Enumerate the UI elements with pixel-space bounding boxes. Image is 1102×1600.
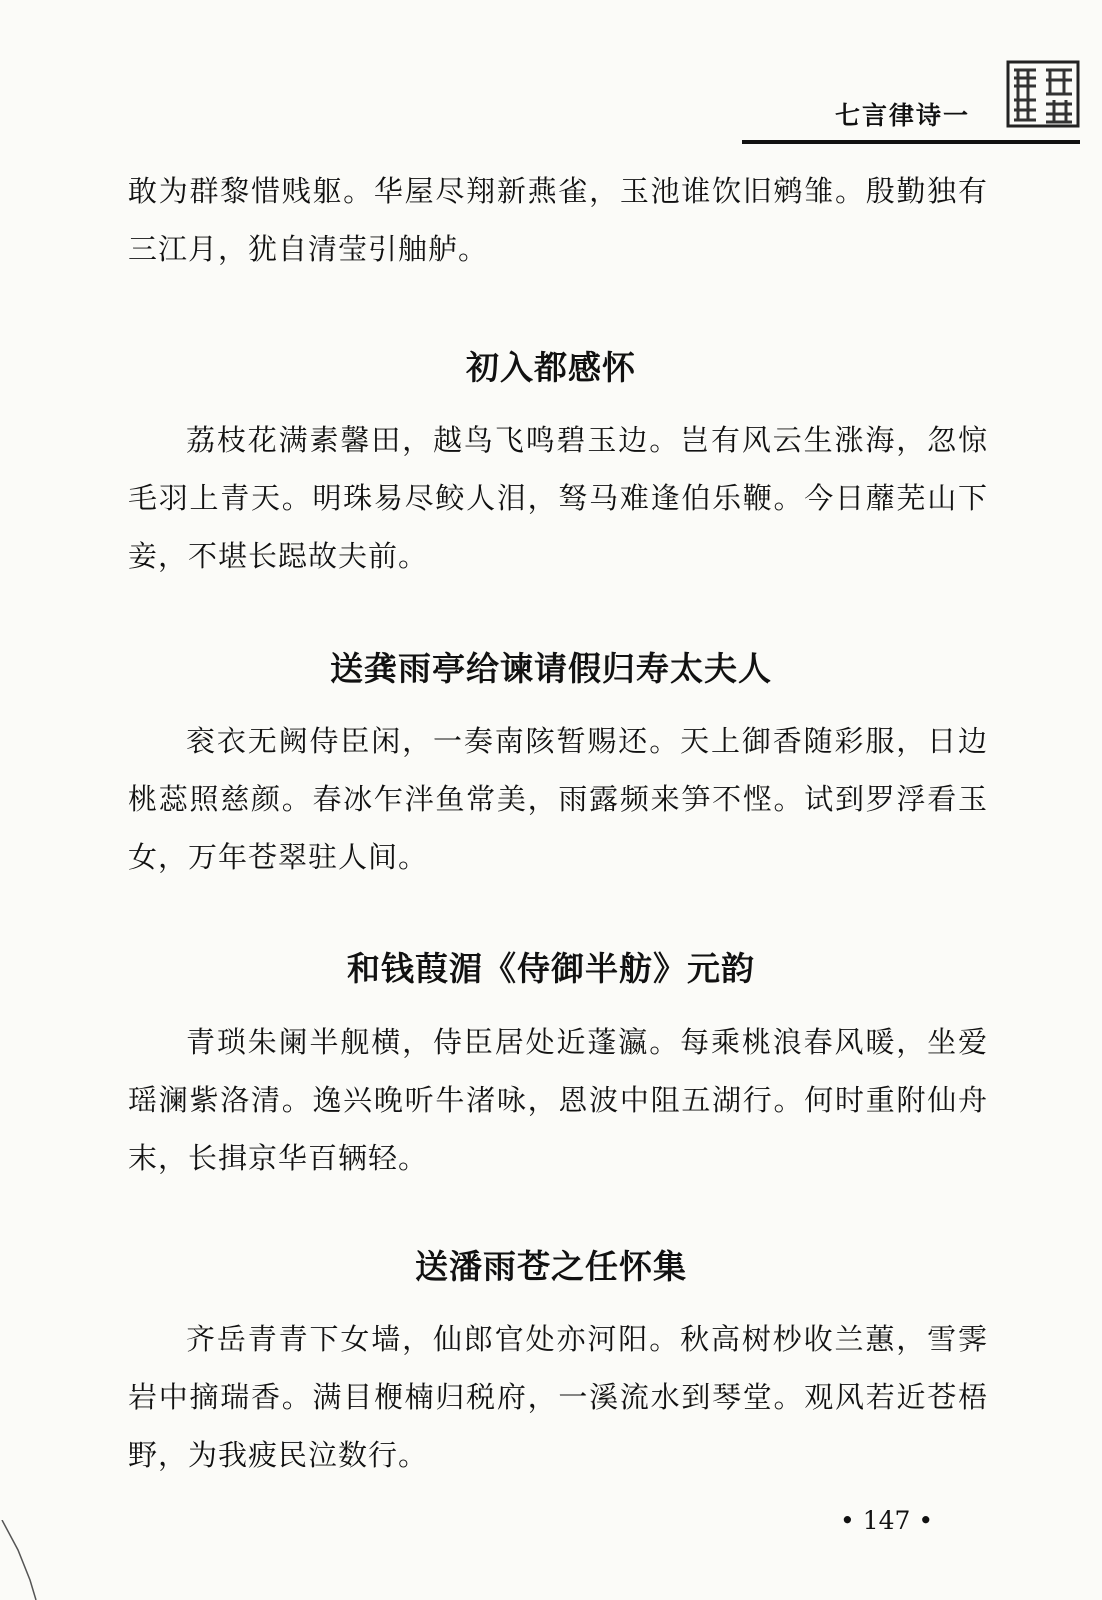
running-header-title: 七言律诗一 [835,101,971,130]
poem-text: 齐岳青青下女墙，仙郎官处亦河阳。秋高树杪收兰蕙，雪霁岩中摘瑞香。满目楩楠归税府，一溪流水到琴堂。观风若近苍梧野，为我疲民泣数行。 [128,1322,988,1472]
seal-stamp-icon [1006,60,1080,128]
poem-continuation-text: 敢为群黎惜贱躯。华屋尽翔新燕雀，玉池谁饮旧鹓雏。殷勤独有三江月，犹自清莹引舳舻。 [128,174,988,266]
poem-title: 送龚雨亭给谏请假归寿太夫人 [330,649,772,688]
poem-text: 青琐朱阑半舰横，侍臣居处近蓬瀛。每乘桃浪春风暖，坐爱瑶澜紫洛清。逸兴晚听牛渚咏，恩波中阻五湖行。何时重附仙舟末，长揖京华百辆轻。 [128,1025,988,1175]
header-rule [742,140,1080,144]
poem-text: 荔枝花满素馨田，越鸟飞鸣碧玉边。岂有风云生涨海，忽惊毛羽上青天。明珠易尽鲛人泪，驽马难逢伯乐鞭。今日蘼芜山下妾，不堪长跽故夫前。 [128,423,988,573]
scan-edge-mark [0,1520,50,1600]
poem-title: 初入都感怀 [466,348,636,387]
page-number: • 147 • [840,1506,934,1535]
poem-title: 送潘雨苍之任怀集 [415,1247,687,1286]
poem-title: 和钱葭湄《侍御半舫》元韵 [347,949,755,988]
poem-text: 衮衣无阙侍臣闲，一奏南陔暂赐还。天上御香随彩服，日边桃蕊照慈颜。春冰乍泮鱼常美，雨露频来笋不悭。试到罗浮看玉女，万年苍翠驻人间。 [128,724,988,874]
